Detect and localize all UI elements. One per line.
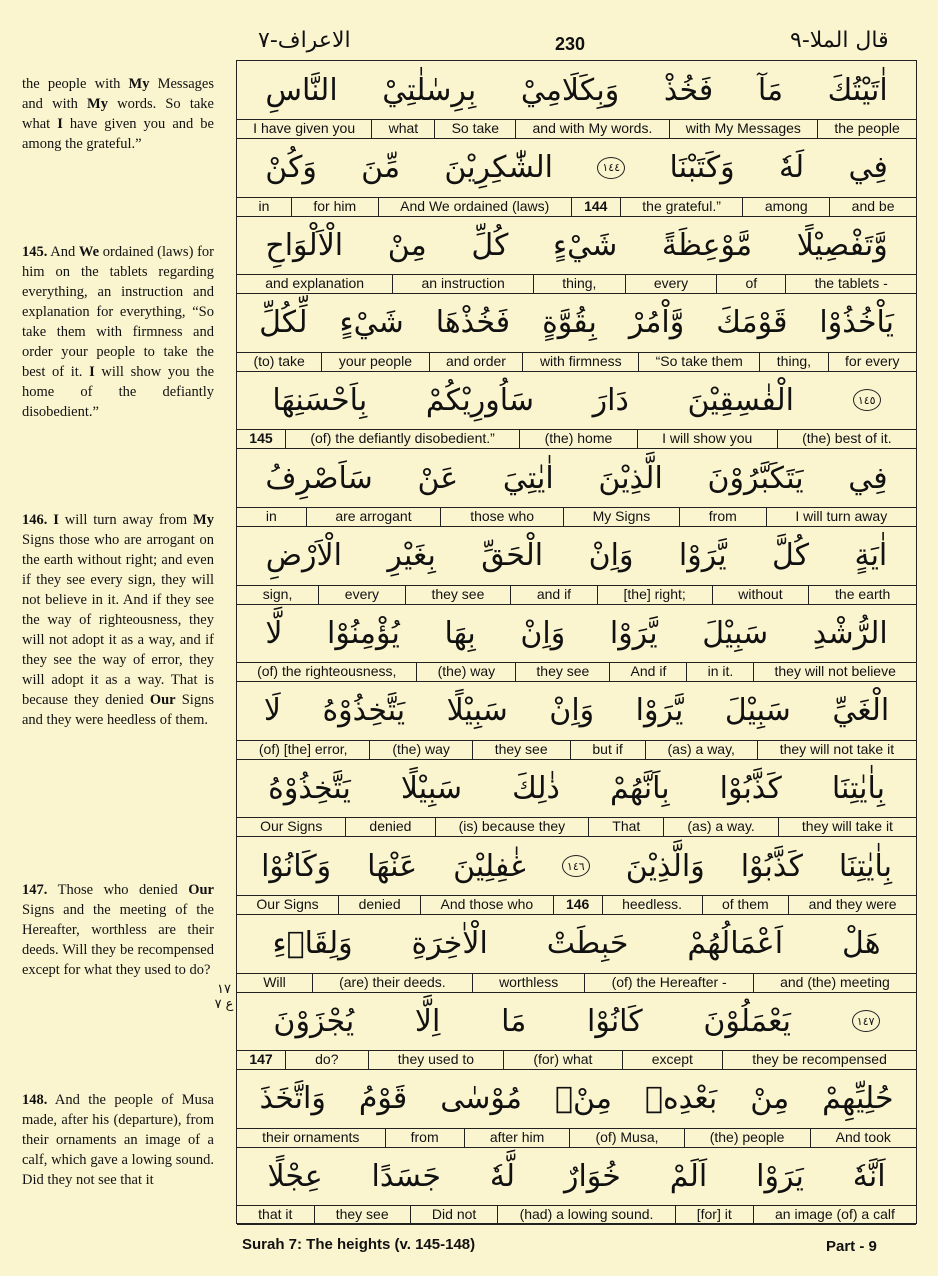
arabic-word: الرُّشْدِ [812, 615, 888, 651]
verse-row [237, 682, 916, 759]
gloss-cell: [the] right; [597, 585, 712, 604]
arabic-word: اَنَّهٗ [852, 1158, 886, 1194]
arabic-line [237, 604, 916, 663]
arabic-word: وَاتَّخَذَ [259, 1081, 326, 1117]
arabic-word: سَبِيْلًا [400, 770, 463, 806]
footer-part-label: Part - 9 [826, 1238, 877, 1255]
arabic-word: شَيْءٍ [339, 305, 404, 341]
verse-row [237, 216, 916, 293]
gloss-cell: except [622, 1050, 723, 1069]
gloss-cell: with firmness [522, 352, 638, 371]
arabic-word: بِاَحْسَنِهَا [272, 382, 368, 418]
arabic-word: غٰفِلِيْنَ [453, 848, 526, 884]
verse-number-cell: 144 [571, 197, 620, 216]
gloss-cell: their ornaments [262, 1128, 360, 1145]
gloss-cell: they will not believe [753, 662, 916, 681]
arabic-word: يَّرَوْا [609, 615, 658, 651]
gloss-cell: My Signs [563, 507, 679, 526]
commentary-text: will show you the home of the defiantly disobedient.” [22, 364, 215, 420]
commentary-text: Signs those who are arrogant on the earth without right; and even if they see every sign, they will not believe in it. And if they see the way of righteousness, they will not adopt it as a way, and if they see the way of error, they will adopt it as a way. That is because they denied [22, 532, 214, 708]
arabic-word: اَلَمْ [669, 1158, 708, 1194]
gloss-cell: and (the) meeting [753, 973, 916, 992]
gloss-cell: without [712, 585, 809, 604]
commentary-text: 146. I [22, 512, 59, 528]
gloss-cell: Our Signs [256, 896, 319, 912]
arabic-line [237, 371, 916, 430]
gloss-cell: the earth [808, 585, 916, 604]
arabic-word: سَبِيْلَ [702, 615, 769, 651]
arabic-word: شَيْءٍ [553, 227, 618, 263]
gloss-cell: and be [829, 197, 916, 216]
arabic-word: بِاَنَّهُمْ [609, 770, 670, 806]
commentary-paragraph [22, 1090, 214, 1190]
word-by-word-grid [236, 60, 917, 1224]
arabic-line [237, 449, 916, 508]
gloss-cell: in [265, 508, 277, 524]
english-gloss-line [237, 507, 916, 527]
arabic-word: مَآ [757, 72, 784, 108]
gloss-cell: (of) the Hereafter - [584, 973, 753, 992]
gloss-cell: do? [285, 1050, 368, 1069]
footer-surah-label: Surah 7: The heights (v. 145-148) [242, 1236, 476, 1253]
arabic-word: الْحَقِّ [481, 538, 544, 574]
arabic-word: يَتَكَبَّرُوْنَ [707, 460, 804, 496]
arabic-line [237, 139, 916, 198]
gloss-cell: (the) way [416, 662, 515, 681]
arabic-word: كَانُوْا [587, 1003, 643, 1039]
gloss-cell: (the) way [369, 740, 471, 759]
arabic-word: اٰيٰتِيَ [502, 460, 554, 496]
gloss-cell: Our Signs [260, 818, 323, 835]
arabic-word: وَكُنْ [265, 150, 317, 186]
gloss-cell: in it. [686, 662, 753, 681]
commentary-text: the people with [22, 76, 129, 92]
gloss-cell: from [385, 1128, 464, 1147]
arabic-word: بِرِسٰلٰتِيْ [382, 72, 477, 108]
arabic-word: يُؤْمِنُوْا [327, 615, 400, 651]
gloss-cell: (of) the defiantly disobedient.” [285, 429, 519, 448]
gloss-cell: that it [258, 1206, 293, 1223]
gloss-cell: after him [464, 1128, 570, 1147]
arabic-line [237, 682, 916, 741]
arabic-word: سَاُورِيْكُمْ [425, 382, 534, 418]
arabic-word: فَخُذْ [663, 72, 714, 108]
commentary-text: And [47, 244, 79, 260]
english-gloss-line [237, 1128, 916, 1148]
arabic-word: بِاٰيٰتِنَا [838, 848, 892, 884]
arabic-word: النَّاسِ [265, 72, 338, 108]
gloss-cell: they see [515, 662, 609, 681]
gloss-cell: for every [828, 352, 916, 371]
verse-row [237, 915, 916, 992]
arabic-word: هَلْ [841, 926, 881, 962]
commentary-paragraph [22, 74, 214, 154]
gloss-cell: (of) the righteousness, [257, 663, 397, 680]
arabic-word: كَذَّبُوْا [740, 848, 803, 884]
gloss-cell: (is) because they [435, 817, 589, 836]
gloss-cell: (are) their deeds. [312, 973, 472, 992]
gloss-cell: (had) a lowing sound. [497, 1205, 674, 1224]
english-gloss-line [237, 197, 916, 217]
arabic-word: وَالَّذِيْنَ [625, 848, 705, 884]
gloss-cell: (of) Musa, [569, 1128, 683, 1147]
ayah-number-marker: ١٤٤ [597, 157, 625, 179]
arabic-word: جَسَدًا [371, 1158, 441, 1194]
english-gloss-line [237, 740, 916, 760]
gloss-cell: thing, [759, 352, 827, 371]
gloss-cell: those who [440, 507, 562, 526]
english-gloss-line [237, 274, 916, 294]
commentary-text: I [57, 116, 63, 132]
arabic-word: الْفٰسِقِيْنَ [687, 382, 794, 418]
header-right-title: قال الملا-٩ [790, 28, 889, 53]
gloss-cell: of [716, 274, 785, 293]
arabic-word: اِلَّا [414, 1003, 441, 1039]
gloss-cell: and if [510, 585, 597, 604]
ayah-number-marker: ١٤٧ [852, 1010, 880, 1032]
english-gloss-line [237, 119, 916, 139]
gloss-cell: sign, [262, 585, 293, 602]
arabic-word: كُلِّ [471, 227, 509, 263]
verse-row [237, 527, 916, 604]
arabic-word: قَوْمُ [358, 1081, 408, 1117]
arabic-word: وَاِنْ [549, 693, 595, 729]
verse-row [237, 604, 916, 681]
gloss-cell: [for] it [675, 1205, 753, 1224]
verse-row [237, 139, 916, 216]
arabic-line [237, 216, 916, 275]
arabic-line [237, 759, 916, 818]
arabic-line [237, 837, 916, 896]
arabic-word: لَا [263, 693, 281, 729]
gloss-cell: So take [434, 119, 515, 138]
ruku-mark: ١٧ ع ٧ [214, 982, 234, 1012]
gloss-cell: they see [472, 740, 570, 759]
verse-row [237, 837, 916, 914]
gloss-cell: an image (of) a calf [753, 1205, 916, 1224]
english-gloss-line [237, 662, 916, 682]
arabic-word: سَبِيْلًا [446, 693, 508, 729]
arabic-word: ذٰلِكَ [512, 770, 560, 806]
arabic-word: لِّكُلِّ [259, 305, 308, 341]
gloss-cell: with My Messages [669, 119, 818, 138]
arabic-word: يَّرَوْا [635, 693, 684, 729]
gloss-cell: they be recompensed [722, 1050, 916, 1069]
commentary-text: will turn away from [58, 512, 194, 528]
commentary-text: 147. [22, 882, 48, 898]
arabic-word: مَا [501, 1003, 527, 1039]
gloss-cell: are arrogant [306, 507, 441, 526]
commentary-text: ordained (laws) for him on the tablets regarding everything, an instruction and explanation for everything, “So take them with firmness and order your people to take the best of it. [22, 244, 214, 380]
gloss-cell: (the) people [684, 1128, 810, 1147]
gloss-cell: they see [405, 585, 510, 604]
verse-number-cell: 145 [249, 430, 273, 447]
arabic-word: وَاِنْ [520, 615, 566, 651]
arabic-line [237, 527, 916, 586]
english-gloss-line [237, 895, 916, 915]
gloss-cell: and with My words. [515, 119, 668, 138]
commentary-text: Signs and they were heedless of them. [22, 692, 214, 728]
arabic-word: يَاْخُذُوْا [819, 305, 895, 341]
english-gloss-line [237, 1050, 916, 1070]
arabic-word: وَّاْمُرْ [628, 305, 685, 341]
gloss-cell: they will take it [778, 817, 916, 836]
gloss-cell: the grateful.” [620, 197, 743, 216]
arabic-word: حُلِيِّهِمْ [822, 1081, 894, 1117]
english-gloss-line [237, 585, 916, 605]
arabic-word: بَعْدِهٖ [644, 1081, 718, 1117]
gloss-cell: what [371, 119, 434, 138]
gloss-cell: they used to [368, 1050, 504, 1069]
gloss-cell: (the) best of it. [777, 429, 916, 448]
gloss-cell: And took [810, 1128, 916, 1147]
arabic-word: مِّنَ [361, 150, 401, 186]
arabic-word: مِنْ [750, 1081, 790, 1117]
arabic-word: مُوْسٰى [440, 1081, 522, 1117]
commentary-text: 145. [22, 244, 48, 260]
verse-row [237, 449, 916, 526]
arabic-word: اٰتَيْتُكَ [827, 72, 888, 108]
gloss-cell: (as) a way. [663, 817, 778, 836]
arabic-word: وَاِنْ [588, 538, 634, 574]
arabic-word: وَكَتَبْنَا [669, 150, 735, 186]
commentary-text: words. So take what [22, 96, 214, 132]
english-gloss-line [237, 429, 916, 449]
arabic-word: الْغَيِّ [832, 693, 890, 729]
arabic-word: سَبِيْلَ [724, 693, 791, 729]
verse-row [237, 759, 916, 836]
arabic-line [237, 1070, 916, 1129]
arabic-word: يَتَّخِذُوْهُ [322, 693, 406, 729]
arabic-word: وَبِكَلَامِيْ [520, 72, 620, 108]
verse-number-cell: 146 [553, 895, 602, 914]
commentary-text: We [78, 244, 100, 260]
commentary-text: 148. [22, 1092, 48, 1108]
arabic-word: الْاَرْضِ [265, 538, 342, 574]
arabic-word: الْاَلْوَاحِ [265, 227, 344, 263]
gloss-cell: Will [263, 973, 286, 990]
gloss-cell: (as) a way, [645, 740, 757, 759]
english-gloss-line [237, 973, 916, 993]
arabic-word: لَّهٗ [489, 1158, 516, 1194]
arabic-word: بِقُوَّةٍ [542, 305, 597, 341]
commentary-text: Our [149, 692, 176, 708]
arabic-word: الْاٰخِرَةِ [411, 926, 488, 962]
arabic-line [237, 1147, 916, 1206]
commentary-text: And the people of Musa made, after his (departure), from their ornaments an image of a calf, which gave a lowing sound. Did they not see that it [22, 1092, 214, 1188]
commentary-text: Those who denied [47, 882, 189, 898]
arabic-word: وَكَانُوْا [261, 848, 332, 884]
arabic-word: لَّا [265, 615, 283, 651]
commentary-paragraph [22, 510, 214, 730]
commentary-paragraph [22, 242, 214, 422]
gloss-cell: for him [291, 197, 378, 216]
ayah-number-marker: ١٤٦ [562, 855, 590, 877]
arabic-word: خُوَارٌ [563, 1158, 621, 1194]
gloss-cell: and explanation [265, 275, 365, 292]
commentary-text: My [193, 512, 214, 528]
gloss-cell: an instruction [392, 274, 533, 293]
gloss-cell: of them [702, 895, 789, 914]
arabic-word: مِنْ [387, 227, 427, 263]
arabic-word: دَارَ [592, 382, 629, 418]
ayah-number-marker: ١٤٥ [853, 389, 881, 411]
arabic-word: بِهَا [444, 615, 476, 651]
english-gloss-line [237, 817, 916, 837]
gloss-cell: and order [429, 352, 523, 371]
gloss-cell: And We ordained (laws) [378, 197, 571, 216]
gloss-cell: And those who [420, 895, 553, 914]
gloss-cell: denied [345, 817, 434, 836]
arabic-word: لَهٗ [778, 150, 805, 186]
verse-number-cell: 147 [249, 1051, 273, 1068]
gloss-cell: from [679, 507, 766, 526]
commentary-text: My [87, 96, 108, 112]
gloss-cell: I will show you [637, 429, 777, 448]
english-gloss-line [237, 352, 916, 372]
arabic-word: عَنْهَا [367, 848, 418, 884]
gloss-cell: every [625, 274, 717, 293]
gloss-cell: thing, [533, 274, 625, 293]
gloss-cell: “So take them [638, 352, 759, 371]
arabic-word: عَنْ [417, 460, 459, 496]
gloss-cell: every [318, 585, 405, 604]
commentary-text: Our [188, 882, 214, 898]
english-gloss-line [237, 1205, 916, 1225]
arabic-word: يَرَوْا [756, 1158, 804, 1194]
arabic-word: بِاٰيٰتِنَا [831, 770, 885, 806]
verse-row [237, 1147, 916, 1224]
arabic-word: فِي [848, 460, 888, 496]
arabic-line [237, 294, 916, 353]
commentary-text: My [128, 76, 150, 92]
gloss-cell: And if [609, 662, 686, 681]
commentary-text: Messages and with [22, 76, 214, 112]
page-number: 230 [554, 34, 586, 54]
gloss-cell: in [258, 197, 270, 214]
commentary-paragraph [22, 880, 214, 980]
header-left-title: الاعراف-٧ [258, 28, 351, 53]
gloss-cell: worthless [472, 973, 585, 992]
arabic-line [237, 992, 916, 1051]
gloss-cell: Did not [410, 1205, 498, 1224]
commentary-text: Signs and the meeting of the Hereafter, worthless are their deeds. Will they be recompensed except for what they used to do? [22, 902, 214, 978]
gloss-cell: denied [338, 895, 420, 914]
arabic-word: مِنْۢ [555, 1081, 612, 1117]
gloss-cell: (the) home [519, 429, 636, 448]
arabic-word: وَلِقَاۗءِ [272, 926, 353, 962]
arabic-line [237, 61, 916, 120]
gloss-cell: the people [817, 119, 916, 138]
arabic-word: يَّرَوْا [678, 538, 727, 574]
arabic-word: اٰيَةٍ [854, 538, 888, 574]
verse-row [237, 1070, 916, 1147]
arabic-word: مَّوْعِظَةً [661, 227, 753, 263]
arabic-word: يَعْمَلُوْنَ [703, 1003, 791, 1039]
arabic-word: فَخُذْهَا [435, 305, 511, 341]
arabic-word: يَتَّخِذُوْهُ [268, 770, 351, 806]
gloss-cell: but if [570, 740, 645, 759]
arabic-word: بِغَيْرِ [387, 538, 436, 574]
gloss-cell: and they were [788, 895, 916, 914]
arabic-word: الَّذِيْنَ [598, 460, 663, 496]
commentary-text: I [89, 364, 95, 380]
arabic-word: كَذَّبُوْا [719, 770, 782, 806]
arabic-word: وَّتَفْصِيْلًا [796, 227, 888, 263]
gloss-cell: I will turn away [766, 507, 916, 526]
gloss-cell: heedless. [602, 895, 702, 914]
arabic-line [237, 915, 916, 974]
gloss-cell: they see [314, 1205, 410, 1224]
arabic-word: عِجْلًا [267, 1158, 323, 1194]
verse-row [237, 61, 916, 138]
gloss-cell: (of) [the] error, [258, 740, 348, 757]
commentary-text: have given you and be among the grateful.” [22, 116, 214, 152]
arabic-word: اَعْمَالُهُمْ [687, 926, 784, 962]
gloss-cell: your people [321, 352, 428, 371]
arabic-word: الشّٰكِرِيْنَ [444, 150, 553, 186]
arabic-word: حَبِطَتْ [546, 926, 629, 962]
verse-row [237, 992, 916, 1069]
verse-row [237, 294, 916, 371]
gloss-cell: I have given you [253, 120, 356, 136]
gloss-cell: (to) take [253, 352, 305, 369]
arabic-word: يُجْزَوْنَ [273, 1003, 355, 1039]
gloss-cell: (for) what [503, 1050, 621, 1069]
arabic-word: قَوْمَكَ [716, 305, 788, 341]
arabic-word: كُلَّ [772, 538, 810, 574]
gloss-cell: That [588, 817, 663, 836]
gloss-cell: they will not take it [757, 740, 916, 759]
verse-row [237, 371, 916, 448]
gloss-cell: among [742, 197, 829, 216]
arabic-word: سَاَصْرِفُ [265, 460, 373, 496]
gloss-cell: the tablets - [785, 274, 916, 293]
arabic-word: فِي [848, 150, 888, 186]
